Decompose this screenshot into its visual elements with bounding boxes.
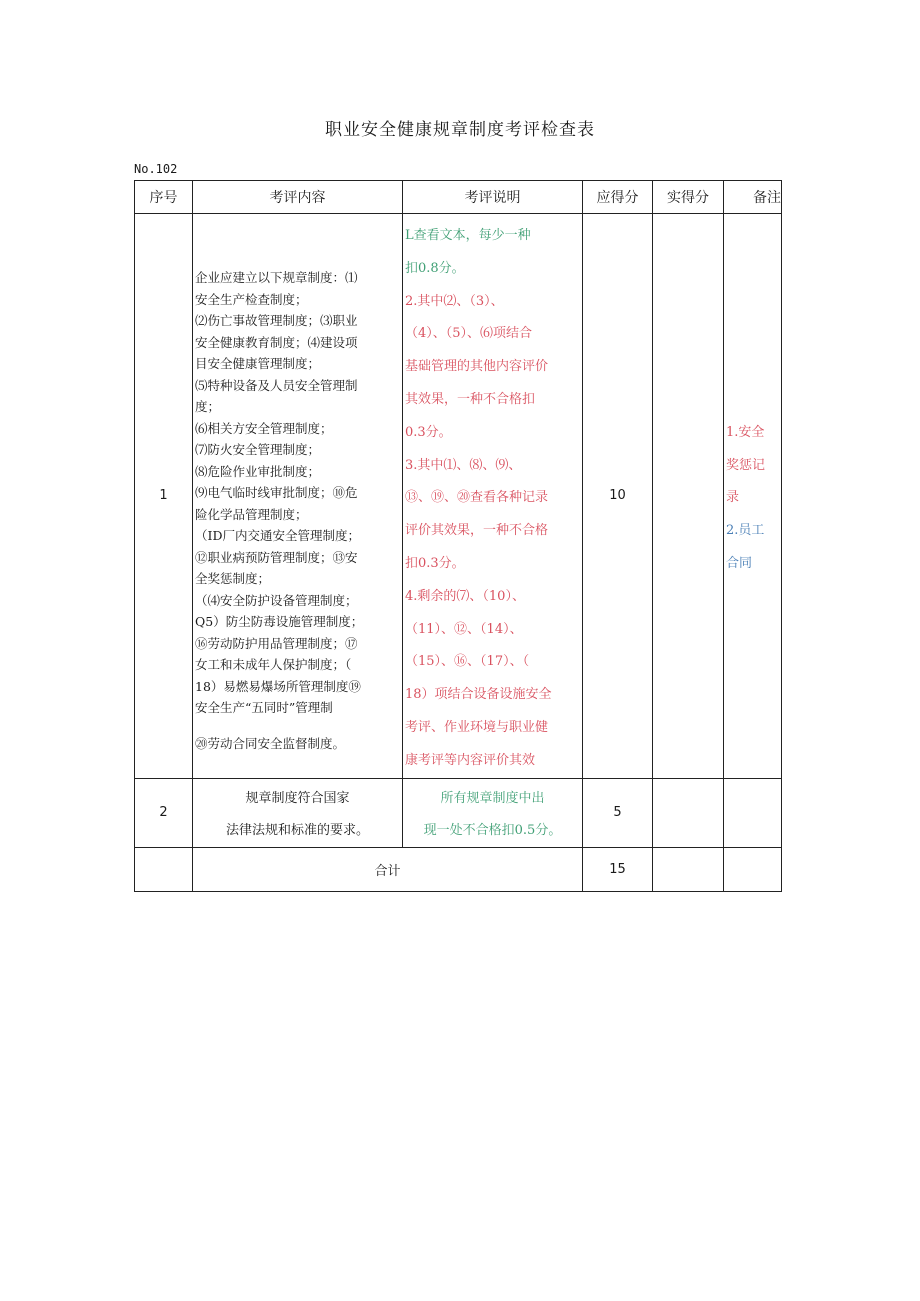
row1-desc <box>403 214 583 779</box>
desc-line: 评价其效果，一种不合格 <box>405 523 549 539</box>
desc-line: 康考评等内容评价其效 <box>405 752 536 768</box>
content-line: 18）易燃易爆场所管理制度⑲ <box>195 678 361 694</box>
desc-line: （4）、（5）、⑹项结合 <box>405 326 533 342</box>
content-line: ⑯劳动防护用品管理制度；⑰ <box>195 635 358 651</box>
content-line: ⑼电气临时线审批制度；⑩危 <box>195 485 358 501</box>
header-desc: 考评说明 <box>403 181 583 214</box>
content-line: 度； <box>195 399 221 415</box>
header-score-actual: 实得分 <box>653 181 724 214</box>
total-seq <box>135 847 193 891</box>
header-note: 备注 <box>724 181 782 214</box>
content-line: 险化学品管理制度； <box>195 506 308 522</box>
row1-note <box>724 214 782 779</box>
total-score-actual <box>653 847 724 891</box>
row1-score-due: 10 <box>583 214 653 779</box>
content-line: ⑫职业病预防管理制度；⑬安 <box>195 549 358 565</box>
content-line: 规章制度符合国家 <box>245 790 350 806</box>
content-line: 安全生产“五同时”管理制 <box>195 700 333 716</box>
desc-line: 18）项结合设备设施安全 <box>405 687 552 703</box>
table-row <box>135 778 782 847</box>
desc-line: 基础管理的其他内容评价 <box>405 359 549 375</box>
desc-line: 考评、作业环境与职业健 <box>405 719 549 735</box>
page-title: 职业安全健康规章制度考评检查表 <box>325 120 595 140</box>
desc-line: L查看文本，每少一种 <box>405 228 531 243</box>
content-line: 目安全健康管理制度； <box>195 356 321 372</box>
note-line: 2.员工 <box>726 523 765 539</box>
table-row <box>135 214 782 779</box>
content-line: 企业应建立以下规章制度：⑴ <box>195 270 358 286</box>
header-seq: 序号 <box>135 181 193 214</box>
content-line: 安全生产检查制度； <box>195 291 308 307</box>
content-line: （ID厂内交通安全管理制度； <box>195 528 360 544</box>
desc-line: 其效果，一种不合格扣 <box>405 391 536 407</box>
evaluation-table <box>134 180 782 892</box>
desc-line: 扣0.3分。 <box>405 555 465 571</box>
total-note <box>724 847 782 891</box>
row2-desc <box>403 778 583 847</box>
note-line: 录 <box>726 490 740 506</box>
note-line: 合同 <box>726 555 753 571</box>
desc-line: 所有规章制度中出 <box>440 790 545 806</box>
content-line: （⑷安全防护设备管理制度； <box>195 592 358 608</box>
content-line: ⑸特种设备及人员安全管理制 <box>195 377 358 393</box>
content-line: ⑻危险作业审批制度； <box>195 463 321 479</box>
row1-content <box>193 214 403 779</box>
header-content: 考评内容 <box>193 181 403 214</box>
content-line: ⑳劳动合同安全监督制度。 <box>195 735 346 751</box>
document-number: No.102 <box>134 162 178 176</box>
desc-line: （15）、⑯、（17）、（ <box>405 654 530 670</box>
desc-line: （11）、⑫、（14）、 <box>405 621 523 637</box>
desc-line: 扣0.8分。 <box>405 260 465 276</box>
note-line: 1.安全 <box>726 424 765 440</box>
content-line: ⑵伤亡事故管理制度；⑶职业 <box>195 313 358 329</box>
total-score-due: 15 <box>583 847 653 891</box>
total-label: 合计 <box>193 847 583 891</box>
content-line: 安全健康教育制度；⑷建设项 <box>195 334 358 350</box>
row1-seq: 1 <box>135 214 193 779</box>
content-line: 全奖惩制度； <box>195 571 271 587</box>
desc-line: 0.3分。 <box>405 424 452 440</box>
total-row <box>135 847 782 891</box>
content-line: ⑹相关方安全管理制度； <box>195 420 333 436</box>
desc-line: 4.剩余的⑺、（10）、 <box>405 588 525 604</box>
content-line: Q5）防尘防毒设施管理制度； <box>195 614 364 630</box>
desc-line: 2.其中⑵、（3）、 <box>405 293 504 309</box>
content-line: 女工和未成年人保护制度；（ <box>195 657 352 673</box>
desc-line: 3.其中⑴、⑻、⑼、 <box>405 457 522 473</box>
row2-score-actual <box>653 778 724 847</box>
row2-score-due: 5 <box>583 778 653 847</box>
row1-score-actual <box>653 214 724 779</box>
desc-line: ⑬、⑲、⑳查看各种记录 <box>405 490 549 506</box>
note-line: 奖惩记 <box>726 457 766 473</box>
content-line: ⑺防火安全管理制度； <box>195 442 321 458</box>
row2-note <box>724 778 782 847</box>
desc-line: 现一处不合格扣0.5分。 <box>423 822 562 838</box>
header-score-due: 应得分 <box>583 181 653 214</box>
content-line: 法律法规和标准的要求。 <box>225 822 369 838</box>
row2-seq: 2 <box>135 778 193 847</box>
row2-content <box>193 778 403 847</box>
header-row <box>135 181 782 214</box>
